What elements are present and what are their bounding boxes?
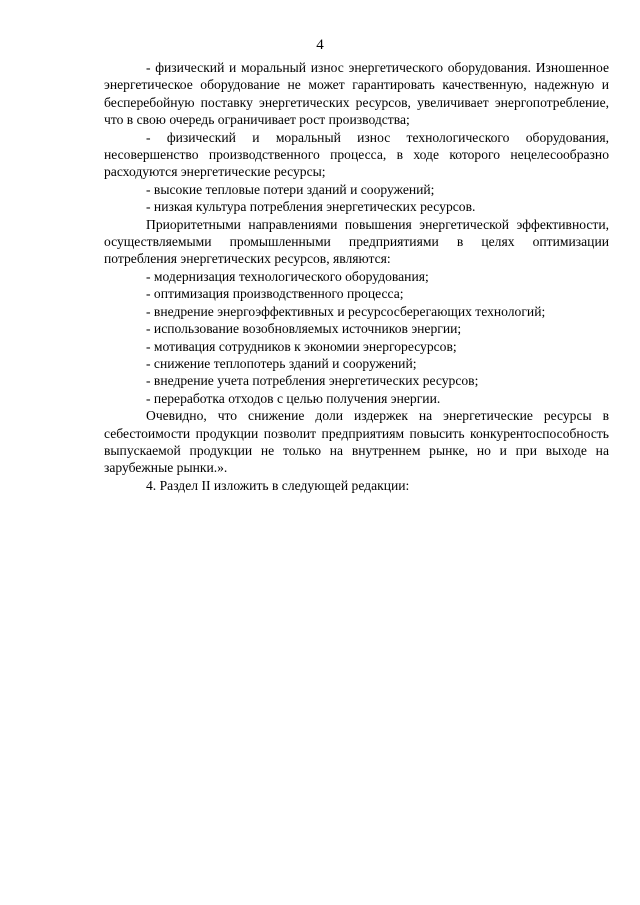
- bullet-energy-equipment-wear: - физический и моральный износ энергетического оборудования. Изношенное энергетическое оборудование не может гарантировать качественную, надежную и бесперебойную поставку энергетических ресурсов, увеличивает энергопотребление, что в свою очередь ограничивает рост производства;: [104, 60, 609, 128]
- bullet-consumption-culture: - низкая культура потребления энергетических ресурсов.: [146, 199, 476, 215]
- conclusion-paragraph: Очевидно, что снижение доли издержек на энергетические ресурсы в себестоимости продукции позволит предприятиям повысить конкурентоспособность выпускаемой продукции не только на внутреннем рынке, но и при выходе на зарубежные рынки.».: [104, 408, 609, 476]
- priorities-intro-paragraph: Приоритетными направлениями повышения энергетической эффективности, осуществляемыми промышленными предприятиями в целях оптимизации потребления энергетических ресурсов, являются:: [104, 216, 609, 267]
- priority-item: - снижение теплопотерь зданий и сооружений;: [146, 355, 417, 371]
- page-number: 4: [316, 37, 324, 53]
- priority-item: - оптимизация производственного процесса;: [146, 286, 404, 302]
- priority-item: - использование возобновляемых источников энергии;: [146, 321, 462, 337]
- bullet-technological-equipment-wear: - физический и моральный износ технологического оборудования, несовершенство производственного процесса, в ходе которого нецелесообразно расходуются энергетические ресурсы;: [104, 129, 609, 180]
- priority-item: - внедрение учета потребления энергетических ресурсов;: [146, 373, 479, 389]
- priority-item: - мотивация сотрудников к экономии энергоресурсов;: [146, 338, 457, 354]
- document-body: [104, 59, 609, 494]
- priority-item: - внедрение энергоэффективных и ресурсосберегающих технологий;: [146, 303, 546, 319]
- section-instruction: 4. Раздел II изложить в следующей редакции:: [146, 477, 410, 493]
- priority-item: - переработка отходов с целью получения энергии.: [146, 390, 441, 406]
- bullet-heat-losses: - высокие тепловые потери зданий и сооружений;: [146, 181, 435, 197]
- priority-item: - модернизация технологического оборудования;: [146, 268, 429, 284]
